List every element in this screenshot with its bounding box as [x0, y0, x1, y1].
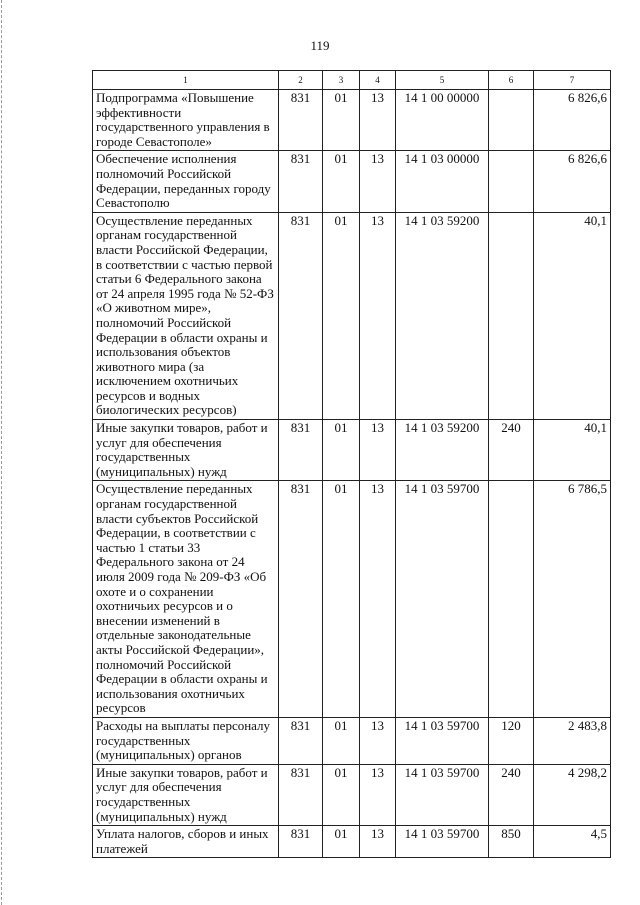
subsection-code-cell: 13 [360, 212, 396, 419]
section-code-cell: 01 [323, 151, 360, 212]
budget-table [92, 70, 611, 858]
expense-type-cell: 240 [489, 420, 534, 481]
amount-cell: 40,1 [534, 420, 611, 481]
table-row [93, 420, 611, 481]
section-code-cell: 01 [323, 826, 360, 858]
target-article-cell: 14 1 03 59200 [396, 212, 489, 419]
expense-type-cell [489, 90, 534, 151]
subsection-code-cell: 13 [360, 151, 396, 212]
amount-cell: 4 298,2 [534, 764, 611, 825]
section-code-cell: 01 [323, 481, 360, 718]
dept-code-cell: 831 [279, 90, 323, 151]
table-row [93, 481, 611, 718]
expense-type-cell: 240 [489, 764, 534, 825]
header-row [93, 71, 611, 90]
target-article-cell: 14 1 03 00000 [396, 151, 489, 212]
page-number: 119 [310, 38, 330, 53]
amount-cell: 2 483,8 [534, 717, 611, 764]
header-cell: 5 [396, 71, 489, 90]
expense-type-cell [489, 151, 534, 212]
dept-code-cell: 831 [279, 212, 323, 419]
expense-type-cell: 850 [489, 826, 534, 858]
expense-type-cell: 120 [489, 717, 534, 764]
header-cell: 7 [534, 71, 611, 90]
table-row [93, 717, 611, 764]
row-name-cell: Подпрограмма «Повышение эффективности государственного управления в городе Севастополе» [93, 90, 279, 151]
dept-code-cell: 831 [279, 481, 323, 718]
section-code-cell: 01 [323, 764, 360, 825]
target-article-cell: 14 1 03 59700 [396, 826, 489, 858]
amount-cell: 6 786,5 [534, 481, 611, 718]
expense-type-cell [489, 481, 534, 718]
table-row [93, 90, 611, 151]
table-row [93, 764, 611, 825]
subsection-code-cell: 13 [360, 764, 396, 825]
amount-cell: 40,1 [534, 212, 611, 419]
subsection-code-cell: 13 [360, 420, 396, 481]
dept-code-cell: 831 [279, 151, 323, 212]
row-name-cell: Иные закупки товаров, работ и услуг для обеспечения государственных (муниципальных) нужд [93, 420, 279, 481]
section-code-cell: 01 [323, 90, 360, 151]
row-name-cell: Осуществление переданных органам государственной власти Российской Федерации, в соответствии с частью первой статьи 6 Федерального закона от 24 апреля 1995 года № 52-ФЗ «О животном мире», полномочий Российской Федерации в области охраны и использования объектов животного мира (за исключением охотничьих ресурсов и водных биологических ресурсов) [93, 212, 279, 419]
section-code-cell: 01 [323, 717, 360, 764]
subsection-code-cell: 13 [360, 90, 396, 151]
row-name-cell: Расходы на выплаты персоналу государственных (муниципальных) органов [93, 717, 279, 764]
subsection-code-cell: 13 [360, 717, 396, 764]
dept-code-cell: 831 [279, 717, 323, 764]
dept-code-cell: 831 [279, 420, 323, 481]
header-cell: 3 [323, 71, 360, 90]
target-article-cell: 14 1 03 59700 [396, 764, 489, 825]
table-row [93, 151, 611, 212]
subsection-code-cell: 13 [360, 826, 396, 858]
header-cell: 4 [360, 71, 396, 90]
dept-code-cell: 831 [279, 764, 323, 825]
dept-code-cell: 831 [279, 826, 323, 858]
header-cell: 6 [489, 71, 534, 90]
subsection-code-cell: 13 [360, 481, 396, 718]
amount-cell: 6 826,6 [534, 151, 611, 212]
target-article-cell: 14 1 03 59200 [396, 420, 489, 481]
row-name-cell: Осуществление переданных органам государственной власти субъектов Российской Федерации, в соответствии с частью 1 статьи 33 Федерального закона от 24 июля 2009 года № 209-ФЗ «Об охоте и о сохранении охотничьих ресурсов и о внесении изменений в отдельные законодательные акты Российской Федерации», полномочий Российской Федерации в области охраны и использования охотничьих ресурсов [93, 481, 279, 718]
table-row [93, 212, 611, 419]
row-name-cell: Иные закупки товаров, работ и услуг для обеспечения государственных (муниципальных) нужд [93, 764, 279, 825]
row-name-cell: Уплата налогов, сборов и иных платежей [93, 826, 279, 858]
header-cell: 1 [93, 71, 279, 90]
amount-cell: 6 826,6 [534, 90, 611, 151]
target-article-cell: 14 1 03 59700 [396, 717, 489, 764]
page-edge-mark [1, 0, 3, 905]
section-code-cell: 01 [323, 420, 360, 481]
target-article-cell: 14 1 03 59700 [396, 481, 489, 718]
expense-type-cell [489, 212, 534, 419]
row-name-cell: Обеспечение исполнения полномочий Российской Федерации, переданных городу Севастополю [93, 151, 279, 212]
header-cell: 2 [279, 71, 323, 90]
amount-cell: 4,5 [534, 826, 611, 858]
table-row [93, 826, 611, 858]
section-code-cell: 01 [323, 212, 360, 419]
target-article-cell: 14 1 00 00000 [396, 90, 489, 151]
